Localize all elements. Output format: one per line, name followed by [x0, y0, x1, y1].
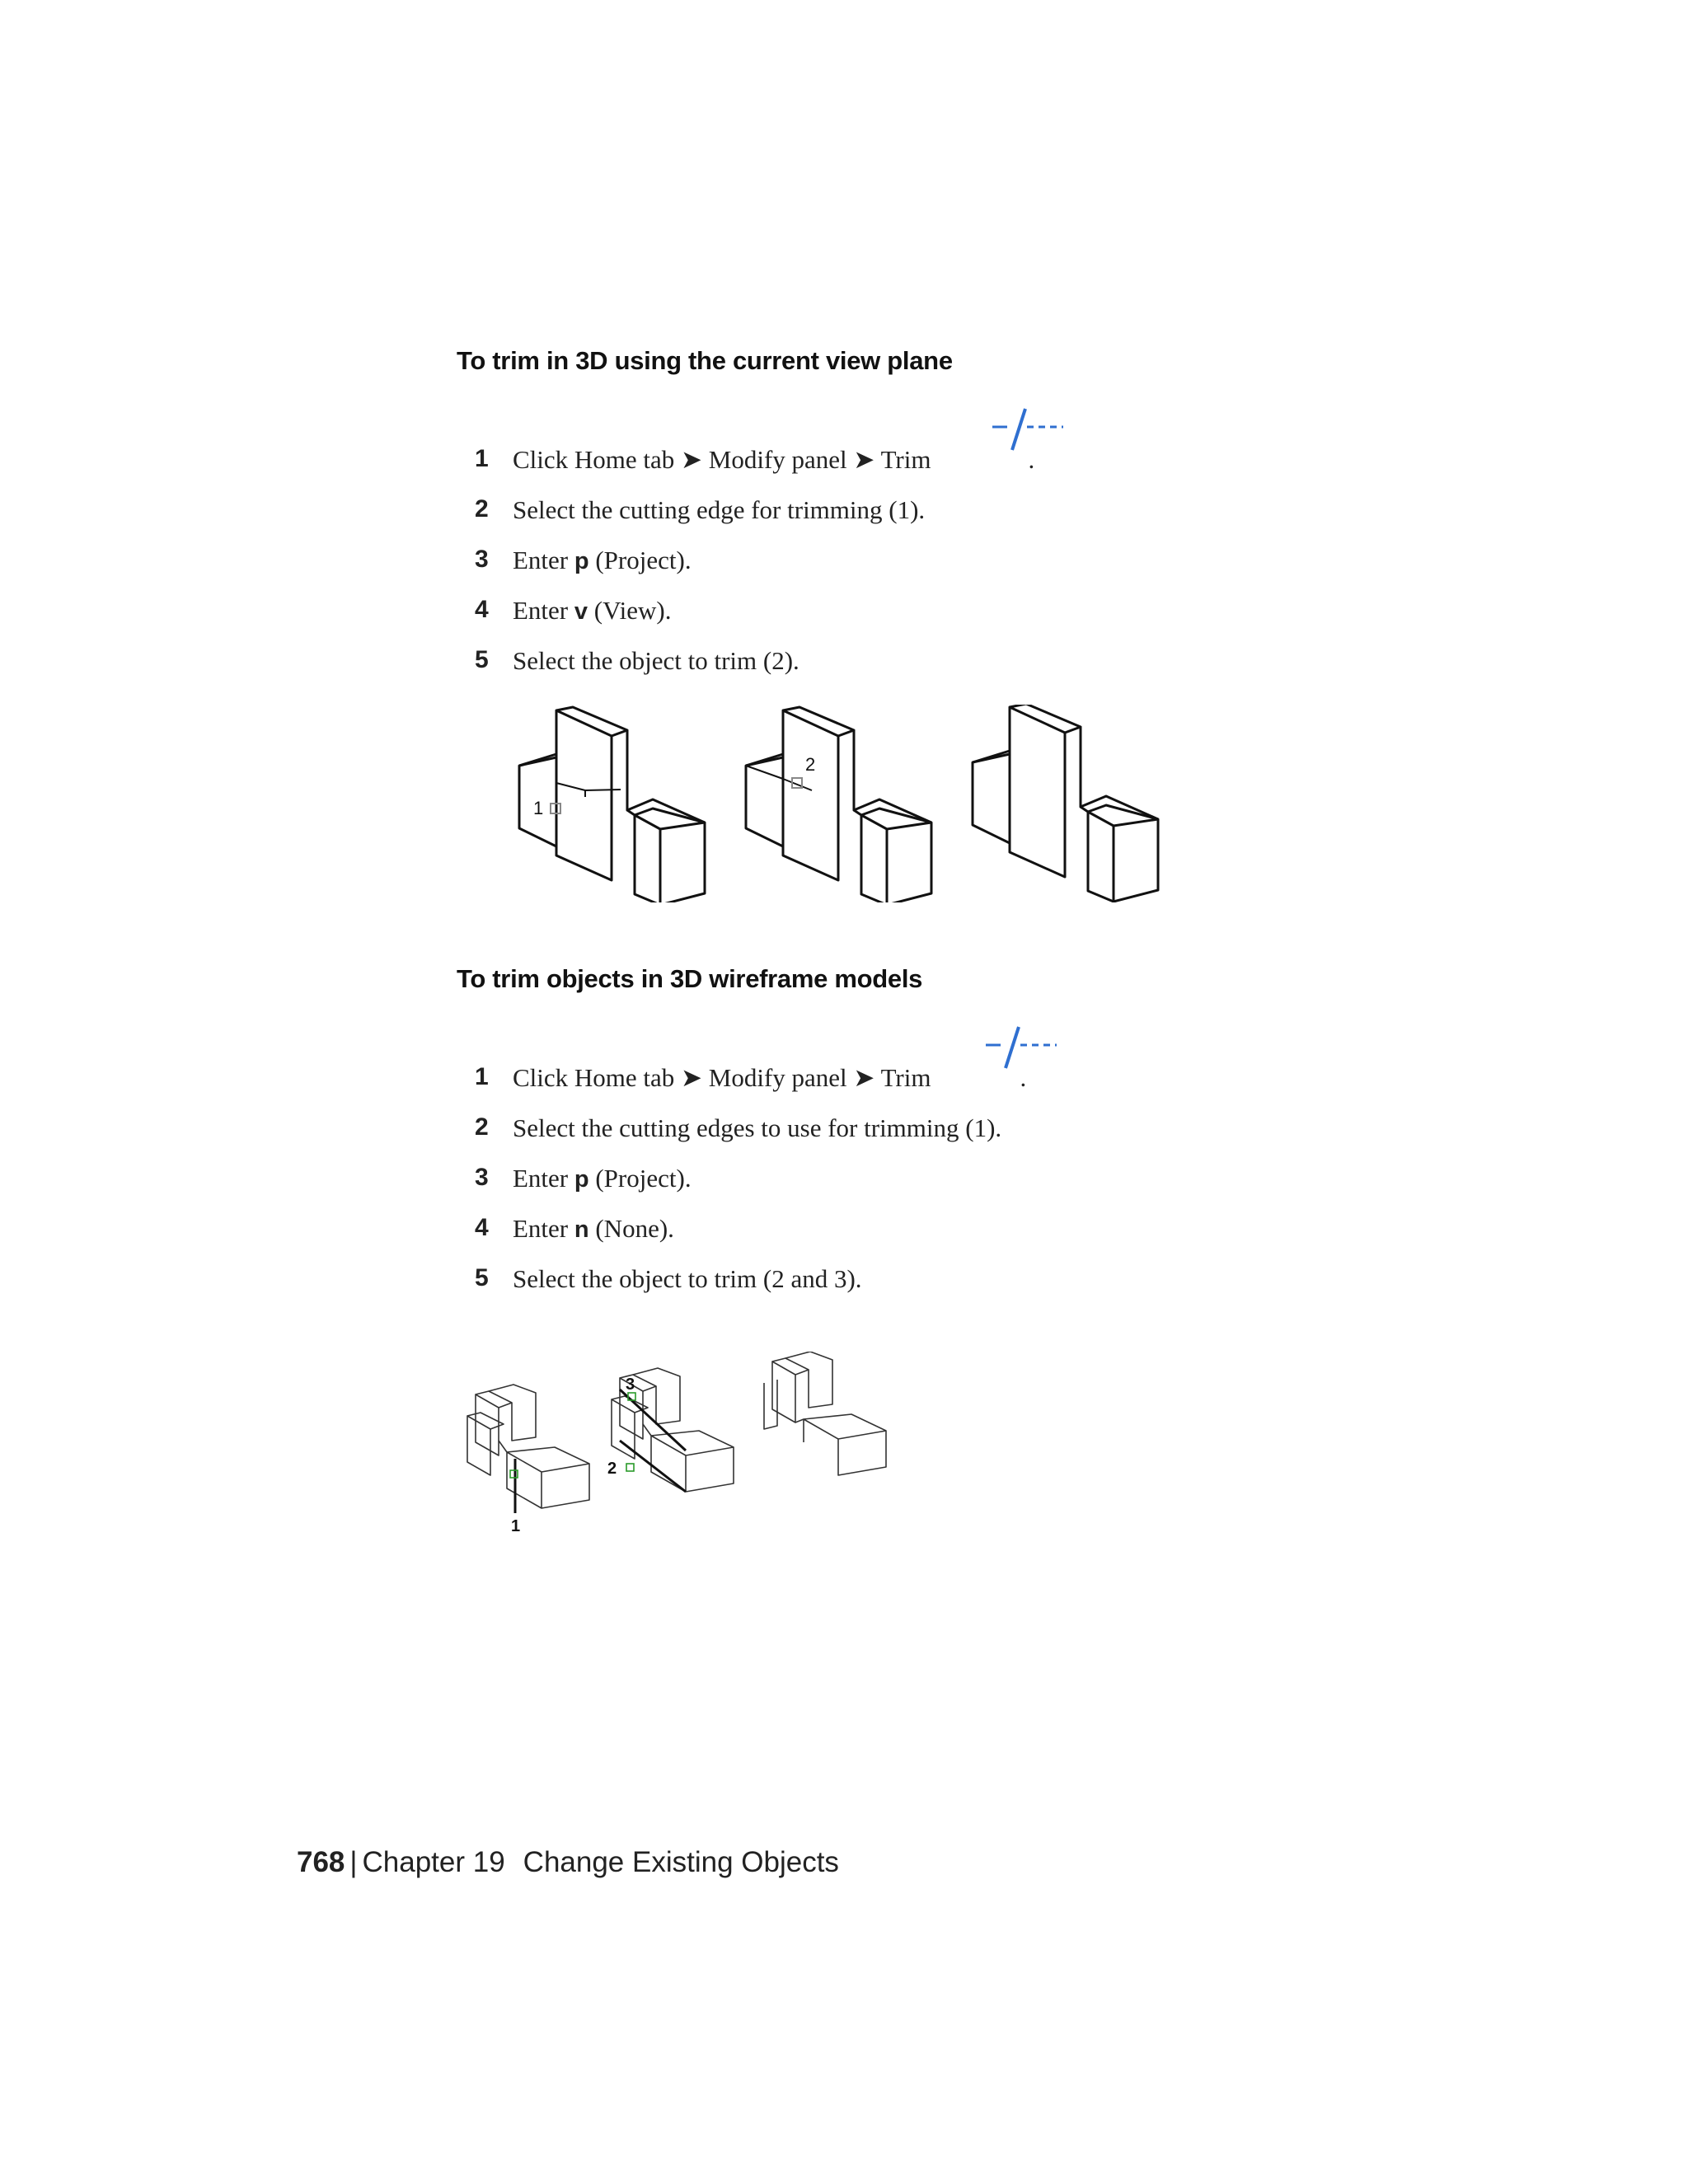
step-number: 1: [475, 445, 489, 472]
step-number: 5: [475, 646, 489, 673]
step-text: Enter v (View).: [513, 596, 672, 625]
solid-middle: [746, 707, 931, 902]
step-text: Enter p (Project).: [513, 546, 692, 574]
figure-label: 2: [805, 754, 816, 775]
figure-label: 1: [533, 798, 544, 818]
figure-trim-view-plane: [507, 705, 1183, 902]
step-text: Select the cutting edges to use for trimming (1).: [513, 1113, 1002, 1142]
step-number: 2: [475, 495, 489, 523]
step-text: Select the cutting edge for trimming (1).: [513, 495, 926, 524]
step-text: Click Home tab ➤ Modify panel ➤ Trim .: [513, 445, 1035, 474]
chapter-label: Chapter 19: [362, 1846, 505, 1878]
section2-heading: To trim objects in 3D wireframe models: [457, 964, 923, 993]
section1-heading: To trim in 3D using the current view plane: [457, 346, 953, 375]
pick-box: [626, 1464, 634, 1471]
step-text: Enter p (Project).: [513, 1164, 692, 1193]
figure-trim-wireframe: [457, 1352, 903, 1549]
step-number: 2: [475, 1113, 489, 1141]
step-number: 4: [475, 596, 489, 623]
chapter-title: Change Existing Objects: [523, 1846, 839, 1878]
trim-icon: [987, 404, 1067, 453]
step-number: 1: [475, 1063, 489, 1090]
step-number: 3: [475, 546, 489, 573]
step-text: Select the object to trim (2).: [513, 646, 799, 675]
step-number: 5: [475, 1264, 489, 1291]
solid-before: [519, 707, 705, 902]
wireframe-before: [467, 1385, 589, 1508]
figure-label: 3: [626, 1376, 635, 1394]
page-footer: [297, 1846, 839, 1879]
step-text: Select the object to trim (2 and 3).: [513, 1264, 862, 1293]
page-number: 768: [297, 1846, 345, 1878]
step-text: Click Home tab ➤ Modify panel ➤ Trim .: [513, 1063, 1027, 1092]
figure-label: 2: [607, 1460, 617, 1478]
step-text: Enter n (None).: [513, 1214, 674, 1243]
step-number: 3: [475, 1164, 489, 1191]
figure-label: 1: [511, 1517, 521, 1535]
wireframe-after: [764, 1352, 886, 1475]
step-number: 4: [475, 1214, 489, 1241]
solid-after: [973, 705, 1158, 902]
footer-separator: |: [349, 1846, 358, 1878]
trim-icon: [981, 1022, 1060, 1071]
